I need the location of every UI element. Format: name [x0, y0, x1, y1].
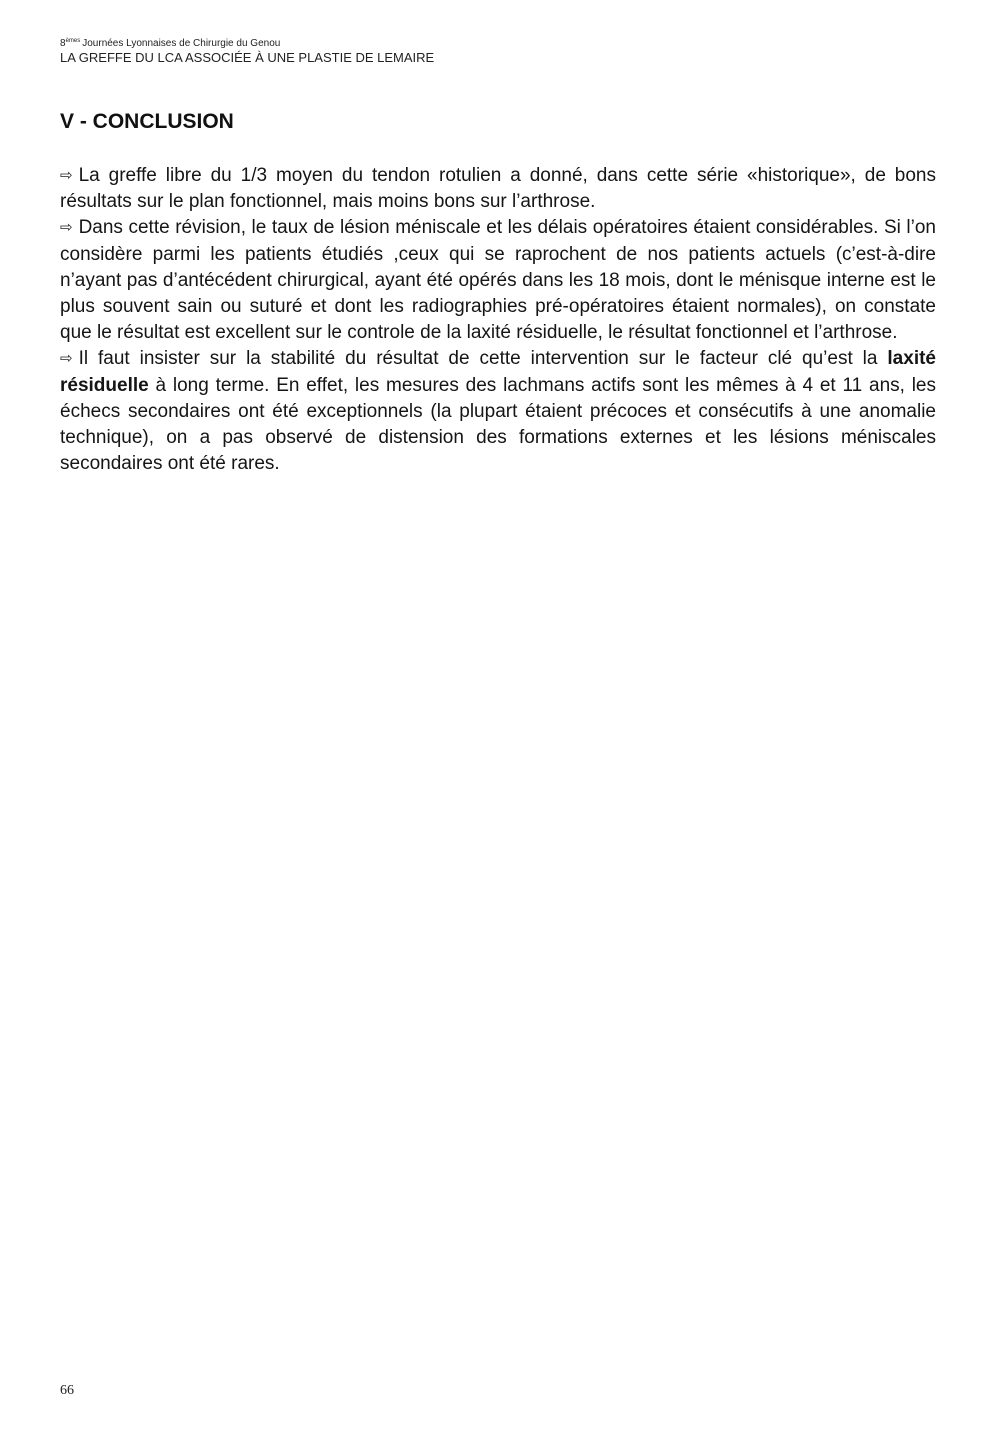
page-number: 66 [60, 1383, 74, 1398]
arrow-right-outline-icon: ⇨ [60, 350, 73, 368]
conclusion-paragraph-1 [60, 163, 936, 215]
chapter-title: LA GREFFE DU LCA ASSOCIÉE À UNE PLASTIE DE LEMAIRE [60, 49, 435, 65]
paragraph-text: Dans cette révision, le taux de lésion méniscale et les délais opératoires étaient considérables. Si l’on considère parmi les patients étudiés ,ceux qui se raprochent de nos patients actuels (c’est-à-dire n’ayant pas d’antécédent chirurgical, ayant été opérés dans les 18 mois, dont le ménisque interne est le plus souvent sain ou suturé et dont les radiographies pré-opératoires étaient normales), on constate que le résultat est excellent sur le controle de la laxité résiduelle, le résultat fonctionnel et l’arthrose. [60, 217, 936, 344]
journal-line [60, 38, 940, 50]
journal-name: Journées Lyonnaises de Chirurgie du Genou [82, 38, 281, 49]
paragraph-text-before: Il faut insister sur la stabilité du résultat de cette intervention sur le facteur clé qu’est la [78, 348, 888, 370]
arrow-right-outline-icon: ⇨ [60, 219, 73, 237]
emphasis-laxite-residuelle: laxité résiduelle [60, 348, 936, 396]
arrow-right-outline-icon: ⇨ [60, 167, 73, 184]
section-title: V - CONCLUSION [60, 110, 234, 133]
paragraph-text: La greffe libre du 1/3 moyen du tendon rotulien a donné, dans cette série «historique», de bons résultats sur le plan fonctionnel, mais moins bons sur l’arthrose. [60, 165, 936, 213]
conclusion-paragraph-3 [60, 346, 936, 477]
conclusion-body [60, 163, 936, 477]
conclusion-paragraph-2 [60, 215, 936, 346]
edition-number: 8 [60, 38, 66, 49]
edition-suffix: èmes [65, 38, 81, 44]
paragraph-text-after: à long terme. En effet, les mesures des lachmans actifs sont les mêmes à 4 et 11 ans, les échecs secondaires ont été exceptionnels (la plupart étaient précoces et consécutifs à une anomalie technique), on a pas observé de distension des formations externes et les lésions méniscales secondaires ont été rares. [60, 374, 936, 475]
running-header [60, 38, 940, 65]
